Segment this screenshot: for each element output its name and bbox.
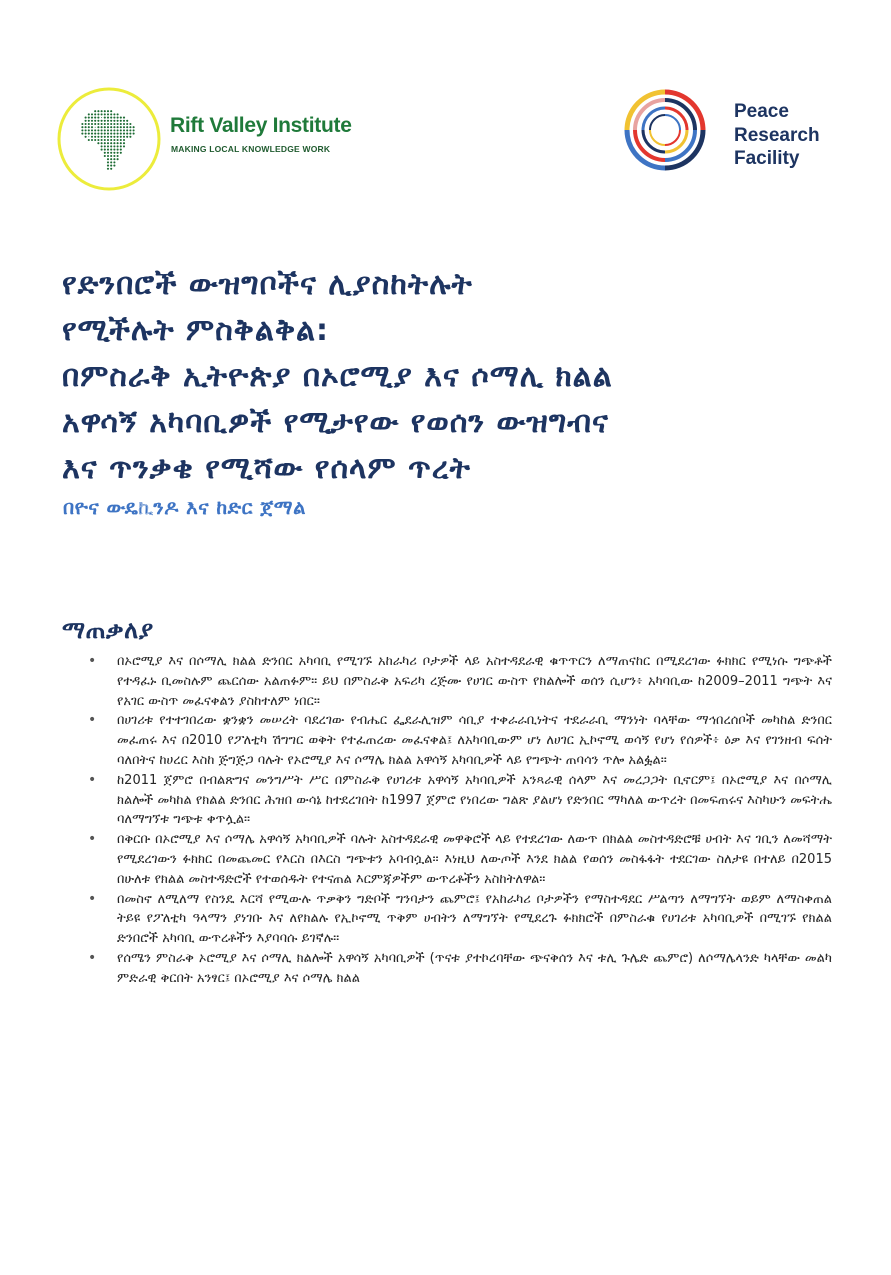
rvi-africa-logo [56, 86, 162, 192]
africa-dot [101, 149, 103, 151]
africa-dot [117, 120, 119, 122]
summary-item-text: በቅርቡ በኦሮሚያ እና ሶማሌ አዋሳኝ አካባቢዎች ባሉት አስተዳደራዊ መዋቅሮች ላይ የተደረገው ለውጥ በክልል መስተዳድሮቹ ሀብት እና ገቢን ለመሻማት የሚደረገውን ፉክክር በመጨመር የእርስ በእርስ ግጭቱን አባብሷል። እነዚህ ለውጦች እንደ ክልል የወሰን መስፋፋት ተደርገው ስለታዩ በተለይ በ2015 በሁለቱ የክልል መስተዳድሮች የተወሰዱት የተናጠል እርምጃዎችም ውጥረቶችን አስከትለዋል። [117, 832, 832, 887]
africa-dot [120, 142, 122, 144]
prf-name [734, 100, 820, 171]
africa-dot [120, 126, 122, 128]
africa-dot [126, 133, 128, 135]
africa-dot [123, 126, 125, 128]
africa-dot [97, 113, 99, 115]
prf-name-line: Facility [734, 148, 800, 169]
africa-dot [123, 136, 125, 138]
africa-dot [95, 127, 96, 128]
africa-dot [97, 136, 99, 138]
africa-dot [120, 120, 122, 122]
africa-dot [85, 120, 87, 122]
bullet-icon: • [88, 771, 97, 788]
africa-dot [91, 117, 93, 119]
africa-dot [113, 129, 115, 131]
africa-dot [107, 158, 109, 160]
africa-dot [104, 155, 106, 157]
africa-dot [104, 133, 106, 135]
africa-dot [85, 136, 87, 138]
africa-dot [101, 113, 103, 115]
africa-dot [117, 126, 119, 128]
africa-dot [110, 155, 112, 157]
africa-dot [104, 152, 106, 154]
africa-dot [123, 129, 125, 131]
africa-dot [120, 136, 122, 138]
africa-dot [110, 120, 112, 122]
africa-dot [97, 120, 99, 122]
summary-item [88, 652, 832, 711]
africa-dot [120, 145, 122, 147]
africa-dot [91, 126, 93, 128]
africa-dot [110, 168, 112, 170]
africa-dot [113, 139, 115, 141]
africa-dot [97, 110, 99, 112]
africa-dot [126, 136, 128, 138]
africa-dot [126, 126, 128, 128]
africa-dot [120, 133, 122, 135]
summary-item-text: በኦሮሚያ እና በሶማሊ ክልል ድንበር አካባቢ የሚገኙ አከራካሪ ቦታዎች ላይ አስተዳደራዊ ቁጥጥርን ለማጠናከር በሚደረገው ፉክክር የሚነሱ ግጭቶች የተዳፈኑ ቢመስሉም ጨርሰው አልጠፉም። ይህ በምስራቅ አፍሪካ ረጅሙ የሀገር ውስጥ የክልሎች ወሰን ሲሆን፥ አካባቢው ከ2009–2011 ግጭት እና የአገር ውስጥ መፈናቀልን ያስከተለም ነበር። [117, 654, 832, 709]
africa-dot [113, 117, 115, 119]
africa-dot [101, 139, 103, 141]
africa-dot [107, 149, 109, 151]
africa-dot [97, 126, 99, 128]
africa-dot [104, 126, 106, 128]
africa-dot [88, 113, 90, 115]
africa-dot [120, 123, 122, 125]
africa-dot [107, 139, 109, 141]
summary-item-text: በሀገሪቱ የተተገበረው ቋንቋን መሠረት ባደረገው የብሔር ፌደራሊዝም ሳቢያ ተቀራራቢነትና ተደራራቢ ማንነት ባላቸው ማኅበረሰቦች መካከል ድንበር መፈጠሩ እና በ2010 የፖለቲካ ሽግግር ወቅት የተፈጠረው መፈናቀል፤ ለአካባቢውም ሆነ ለሀገር ኢኮኖሚ ወሳኝ የሆነ የሰዎች፥ ዕቃ እና የገንዘብ ፍሰት ባለበትና ከሀረር እስከ ጅግጅጋ ባሉት የኦሮሚያ እና ሶማሌ ክልል አዋሳኝ አካባቢዎች ላይ የግጭት ጠባሳን ጥሎ አልፏል። [117, 713, 832, 768]
africa-dot [129, 136, 131, 138]
africa-dot [113, 145, 115, 147]
africa-dot [81, 133, 83, 135]
prf-ring-logo [623, 88, 707, 172]
rvi-tagline: MAKING LOCAL KNOWLEDGE WORK [171, 144, 331, 154]
africa-dot [117, 152, 119, 154]
africa-dot [110, 117, 112, 119]
africa-dot [110, 165, 112, 167]
africa-dot [91, 133, 93, 135]
africa-dot [123, 133, 125, 135]
africa-dot [97, 139, 99, 141]
africa-dot [113, 155, 115, 157]
africa-dot [107, 113, 109, 115]
africa-dot [113, 123, 115, 125]
africa-dot [101, 129, 103, 131]
africa-dot [113, 142, 115, 144]
africa-dot [104, 120, 106, 122]
africa-dot [97, 142, 99, 144]
title-line: በምስራቅ ኢትዮጵያ በኦሮሚያ እና ሶማሊ ክልል [62, 359, 613, 394]
africa-dot [123, 123, 125, 125]
africa-dot [88, 136, 89, 137]
africa-dot [123, 142, 125, 144]
africa-dot [120, 152, 122, 154]
africa-dot [110, 142, 112, 144]
africa-dot [126, 129, 128, 131]
africa-dot [107, 165, 109, 167]
africa-dot [104, 110, 106, 112]
africa-dot [107, 123, 109, 125]
africa-dot [110, 113, 112, 115]
africa-dot [110, 133, 112, 135]
africa-dot [113, 158, 115, 160]
bullet-icon: • [88, 831, 97, 848]
africa-dot [110, 139, 112, 141]
africa-dot [97, 123, 99, 125]
africa-dot [110, 110, 112, 112]
africa-dot [97, 129, 99, 131]
africa-dot [104, 142, 106, 144]
africa-dot [101, 117, 102, 118]
africa-dot [81, 129, 83, 131]
summary-item [88, 830, 832, 889]
africa-dot [117, 117, 119, 119]
africa-dot [101, 136, 103, 138]
africa-dot [126, 120, 128, 122]
africa-dot [81, 126, 83, 128]
africa-dot [81, 123, 83, 125]
summary-item [88, 711, 832, 770]
africa-dot [129, 133, 131, 135]
africa-dot [107, 145, 109, 147]
africa-dot [123, 120, 125, 122]
africa-dot [88, 123, 90, 125]
africa-dot [117, 129, 119, 131]
africa-dot [85, 117, 87, 119]
africa-dot [113, 133, 115, 135]
africa-dot [88, 117, 90, 119]
africa-dot [110, 149, 112, 151]
rvi-name: Rift Valley Institute [170, 114, 352, 137]
africa-dot [94, 123, 96, 125]
africa-dot [88, 133, 90, 135]
africa-dot [107, 155, 109, 157]
africa-dot [129, 126, 131, 128]
africa-dot [117, 149, 119, 151]
africa-dot [113, 152, 115, 154]
africa-dot [104, 139, 106, 141]
africa-dot [107, 161, 109, 163]
summary-item [88, 949, 832, 989]
africa-dot [117, 155, 119, 157]
title-line: የድንበሮች ውዝግቦችና ሊያስከትሉት [62, 267, 473, 302]
africa-dot [110, 152, 112, 154]
africa-dot [88, 120, 90, 122]
africa-dot [133, 129, 135, 131]
authors-byline: በዮና ውዴኪንዶ እና ከድር ጀማል [63, 496, 306, 519]
africa-dot [94, 133, 96, 135]
africa-dot [107, 110, 109, 112]
bullet-icon: • [88, 653, 97, 669]
africa-dot [107, 152, 109, 154]
report-title [62, 262, 842, 492]
africa-dot [94, 129, 96, 131]
africa-dot [113, 149, 115, 151]
africa-dot [133, 126, 135, 128]
africa-dot [110, 158, 112, 160]
summary-item-text: ከ2011 ጀምሮ በብልጽግና መንግሥት ሥር በምስራቅ የሀገሪቱ አዋሳኝ አካባቢዎች አንጻራዊ ሰላም እና መረጋጋት ቢኖርም፤ በኦሮሚያ እና በሶማሊ ክልሎች መካከል የክልል ድንበር ሕዝበ ውሳኔ ከተደረገበት ከ1997 ጀምሮ የነበረው ግልጽ ያልሆነ የድንበር ማካለል ውጥረት በመፍጠሩና እስካሁን መፍትሔ ባለማግኘቱ ግጭቱ ቀጥሏል። [117, 772, 832, 828]
summary-heading: ማጠቃለያ [62, 616, 154, 644]
summary-list [88, 652, 832, 989]
africa-dot [91, 113, 93, 115]
africa-dot [113, 136, 115, 138]
africa-dot [117, 113, 119, 115]
summary-item-text: በመስኖ ለሚለማ የስንዴ እርሻ የሚውሉ ጥቃቅን ግድቦች ግንባታን ጨምሮ፤ የአከራካሪ ቦታዎችን የማስተዳደር ሥልጣን ለማግኘት ወይም ለማስቀጠል ትይዩ የፖለቲካ ዓላማን ያነገቡ እና ለየክልሉ የኢኮኖሚ ጥቅም ሀብትን ለማግኘት የሚደረጉ ፉክክሮች በምስራቁ የሀገሪቱ አካባቢዎች በሚገኙ የክልል ድንበሮች አካባቢ ውጥረቶችን እያባባሱ ይገኛሉ። [117, 891, 832, 947]
africa-dot [104, 136, 106, 138]
africa-dot [91, 136, 93, 138]
africa-dot [117, 142, 119, 144]
africa-dot [101, 120, 103, 122]
africa-dot [113, 120, 115, 122]
prf-name-line: Research [734, 124, 820, 146]
africa-dot [94, 110, 96, 112]
summary-item [88, 771, 832, 830]
africa-dot [133, 133, 135, 135]
africa-dot [104, 149, 106, 151]
africa-dot [94, 117, 96, 119]
africa-dot [120, 129, 122, 131]
africa-dot [85, 123, 87, 125]
africa-dot [123, 139, 125, 141]
africa-dot [113, 161, 115, 163]
africa-dot [117, 136, 119, 138]
africa-dot [107, 129, 109, 131]
africa-dot [104, 117, 106, 119]
africa-dot [101, 126, 103, 128]
africa-dot [91, 139, 93, 141]
prf-name-line: Peace [734, 101, 789, 122]
africa-dot [88, 139, 90, 141]
africa-dot [88, 126, 90, 128]
africa-dot [117, 145, 119, 147]
africa-dot [107, 120, 109, 122]
africa-dot [101, 133, 103, 135]
africa-dot [85, 133, 87, 135]
africa-dot [91, 129, 93, 131]
africa-dot [104, 129, 106, 131]
africa-dot [110, 129, 112, 131]
africa-dot [97, 133, 99, 135]
africa-dot [104, 145, 106, 147]
africa-dot [120, 139, 122, 141]
summary-item-text: የሰሜን ምስራቅ ኦሮሚያ እና ሶማሊ ክልሎች አዋሳኝ አካባቢዎች (ጥናቱ ያተኮረባቸው ጭናቅሰን እና ቱሊ ጉሌድ ጨምሮ) ለሶማሌላንድ ካላቸው መልካ ምድራዊ ቅርበት አንፃር፤ በኦሮሚያ እና ሶማሌ ክልል [117, 950, 832, 986]
africa-dot [94, 136, 96, 138]
africa-dot [110, 136, 112, 138]
africa-dot [117, 123, 119, 125]
africa-dot [91, 120, 93, 122]
africa-dot [117, 158, 119, 160]
africa-dot [85, 126, 87, 128]
africa-dot [91, 123, 93, 125]
africa-dot [129, 129, 131, 131]
bullet-icon: • [88, 890, 97, 907]
africa-dot [107, 117, 109, 119]
africa-dot [107, 136, 109, 138]
africa-dot [110, 161, 112, 163]
africa-dot [104, 113, 106, 115]
africa-dot [117, 139, 119, 141]
africa-dot [101, 110, 103, 112]
africa-dot [123, 145, 125, 147]
africa-dot [120, 149, 122, 151]
africa-dot [113, 113, 115, 115]
bullet-icon: • [88, 949, 97, 966]
africa-dot [101, 145, 103, 147]
africa-dot [110, 123, 112, 125]
africa-dot [110, 145, 112, 147]
africa-dot [85, 129, 87, 131]
africa-dot [129, 123, 131, 125]
africa-dot [107, 133, 109, 135]
title-line: የሚችሉት ምስቅልቅል: [62, 313, 330, 348]
africa-dot [101, 142, 103, 144]
africa-dot [94, 113, 96, 115]
africa-dot [113, 126, 115, 128]
africa-dot [104, 123, 106, 125]
africa-dot [107, 142, 109, 144]
africa-dot [101, 123, 103, 125]
africa-dot [126, 123, 128, 125]
africa-dot [123, 117, 125, 119]
africa-dot [117, 133, 119, 135]
africa-dot [88, 129, 90, 131]
africa-dot [94, 120, 96, 122]
summary-item [88, 890, 832, 949]
africa-dot [120, 117, 122, 119]
title-line: አዋሳኝ አካባቢዎች የሚታየው የወሰን ውዝግብና [62, 405, 609, 440]
africa-dot [94, 139, 96, 141]
africa-dot [107, 126, 109, 128]
africa-dot [110, 126, 112, 128]
bullet-icon: • [88, 712, 97, 729]
africa-dot [113, 165, 115, 167]
africa-dot [97, 117, 99, 119]
africa-dot [107, 168, 109, 170]
title-line: እና ጥንቃቄ የሚሻው የሰላም ጥረት [62, 451, 471, 486]
